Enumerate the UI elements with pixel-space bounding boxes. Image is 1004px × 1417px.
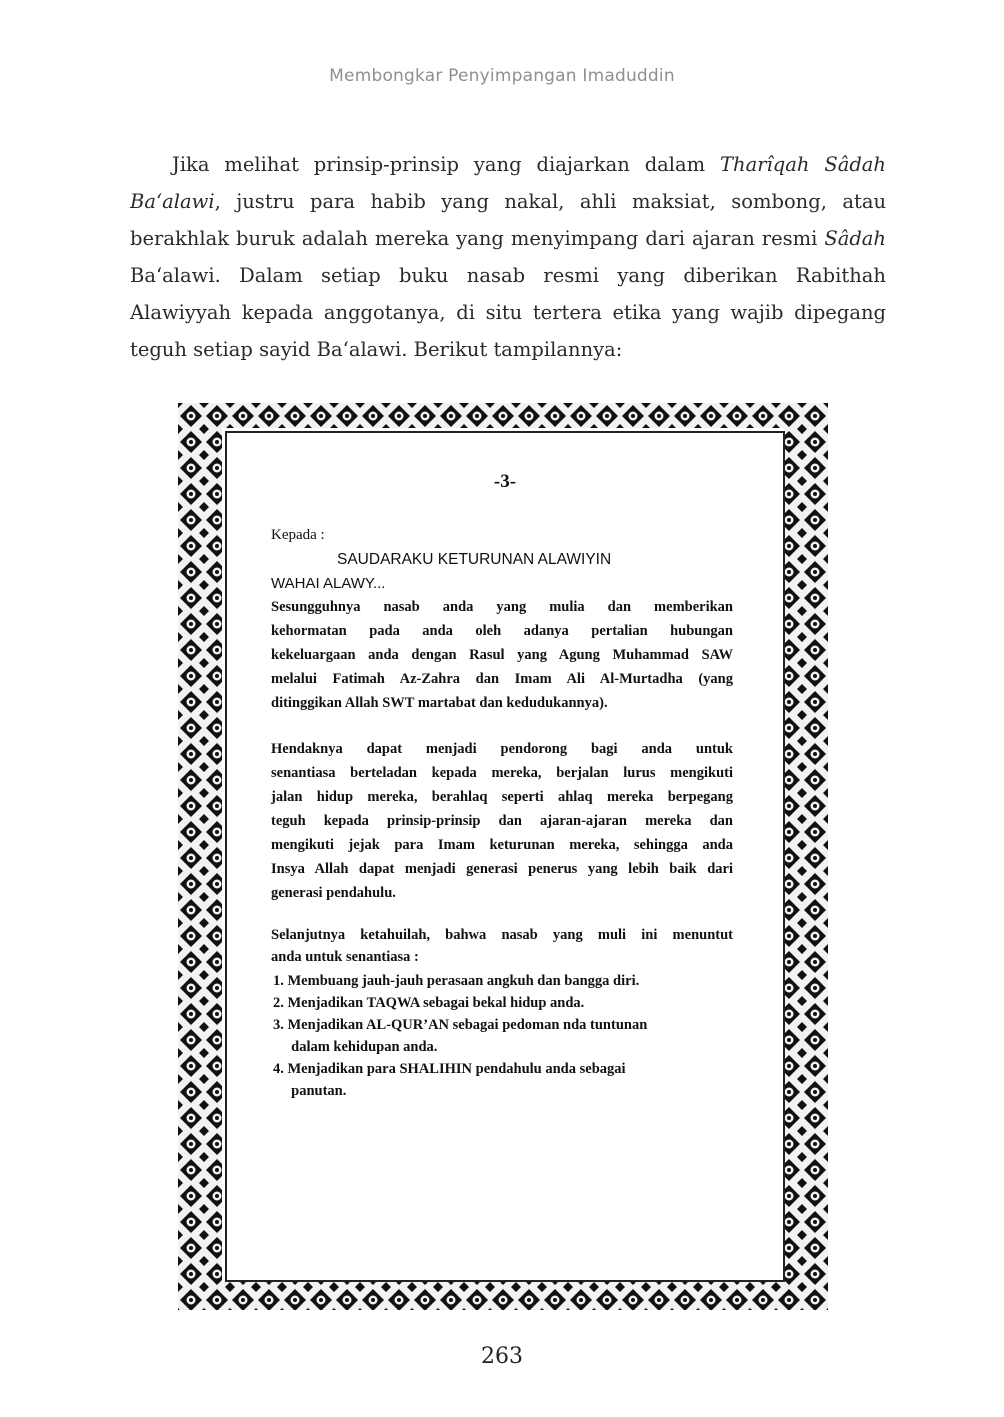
p1-text-a: Jika melihat prinsip-prinsip yang diajarkan dalam: [172, 153, 721, 176]
scan-para2-line: mengikuti jejak para Imam keturunan mereka, sehingga anda: [271, 837, 733, 853]
p1-text-b: , justru para habib yang nakal, ahli maksiat, sombong, atau berakhlak buruk adalah mereka yang menyimpang dari ajaran resmi: [130, 190, 886, 250]
scan-para1-line: kehormatan pada anda oleh adanya pertalian hubungan: [271, 623, 733, 639]
running-header: Membongkar Penyimpangan Imaduddin: [329, 66, 675, 86]
scan-para2-line: Hendaknya dapat menjadi pendorong bagi anda untuk: [271, 741, 733, 757]
scan-list-item: 3. Menjadikan AL-QUR’AN sebagai pedoman nda tuntunan: [273, 1017, 648, 1033]
scan-para2-line: generasi pendahulu.: [271, 885, 396, 901]
scan-to-label: Kepada :: [271, 527, 325, 543]
p1-text-c: Ba‘alawi. Dalam setiap buku nasab resmi yang diberikan Rabithah Alawiyyah kepada anggotanya, di situ tertera etika yang wajib dipegang teguh setiap sayid Ba‘alawi. Berikut tampilannya:: [130, 264, 886, 361]
scan-para1-line: kekeluargaan anda dengan Rasul yang Agung Muhammad SAW: [271, 647, 733, 663]
scan-greeting: WAHAI ALAWY...: [271, 575, 386, 592]
scan-page-label: -3-: [493, 471, 517, 492]
body-paragraph: [130, 146, 886, 368]
scan-para1-line: melalui Fatimah Az-Zahra dan Imam Ali Al-Murtadha (yang: [271, 671, 733, 687]
scan-list-item: 1. Membuang jauh-jauh perasaan angkuh dan bangga diri.: [273, 973, 640, 989]
scanned-document-image: [178, 403, 828, 1310]
scan-para1-line: Sesungguhnya nasab anda yang mulia dan memberikan: [271, 599, 733, 615]
scan-para2-line: jalan hidup mereka, berahlaq seperti ahlaq mereka berpegang: [271, 789, 733, 805]
scan-para1-line: ditinggikan Allah SWT martabat dan kedudukannya).: [271, 695, 608, 711]
scan-list-item: 2. Menjadikan TAQWA sebagai bekal hidup anda.: [273, 995, 585, 1011]
scanned-page: [225, 431, 785, 1282]
scan-para2-line: Insya Allah dapat menjadi generasi penerus yang lebih baik dari: [271, 861, 733, 877]
scan-list-item: dalam kehidupan anda.: [273, 1039, 438, 1055]
scan-para2-line: senantiasa berteladan kepada mereka, berjalan lurus mengikuti: [271, 765, 733, 781]
scan-para3-line: anda untuk senantiasa :: [271, 949, 419, 965]
scan-list-item: 4. Menjadikan para SHALIHIN pendahulu anda sebagai: [273, 1061, 626, 1077]
scan-addressee: SAUDARAKU KETURUNAN ALAWIYIN: [337, 551, 612, 568]
scan-list-item: panutan.: [273, 1083, 347, 1099]
p1-italic-1: Tharîqah Sâdah Ba‘alawi: [130, 153, 886, 213]
scan-para2-line: teguh kepada prinsip-prinsip dan ajaran-ajaran mereka dan: [271, 813, 733, 829]
page-number: 263: [481, 1344, 523, 1369]
p1-italic-2: Sâdah: [824, 227, 886, 250]
scan-para3-line: Selanjutnya ketahuilah, bahwa nasab yang muli ini menuntut: [271, 927, 733, 943]
